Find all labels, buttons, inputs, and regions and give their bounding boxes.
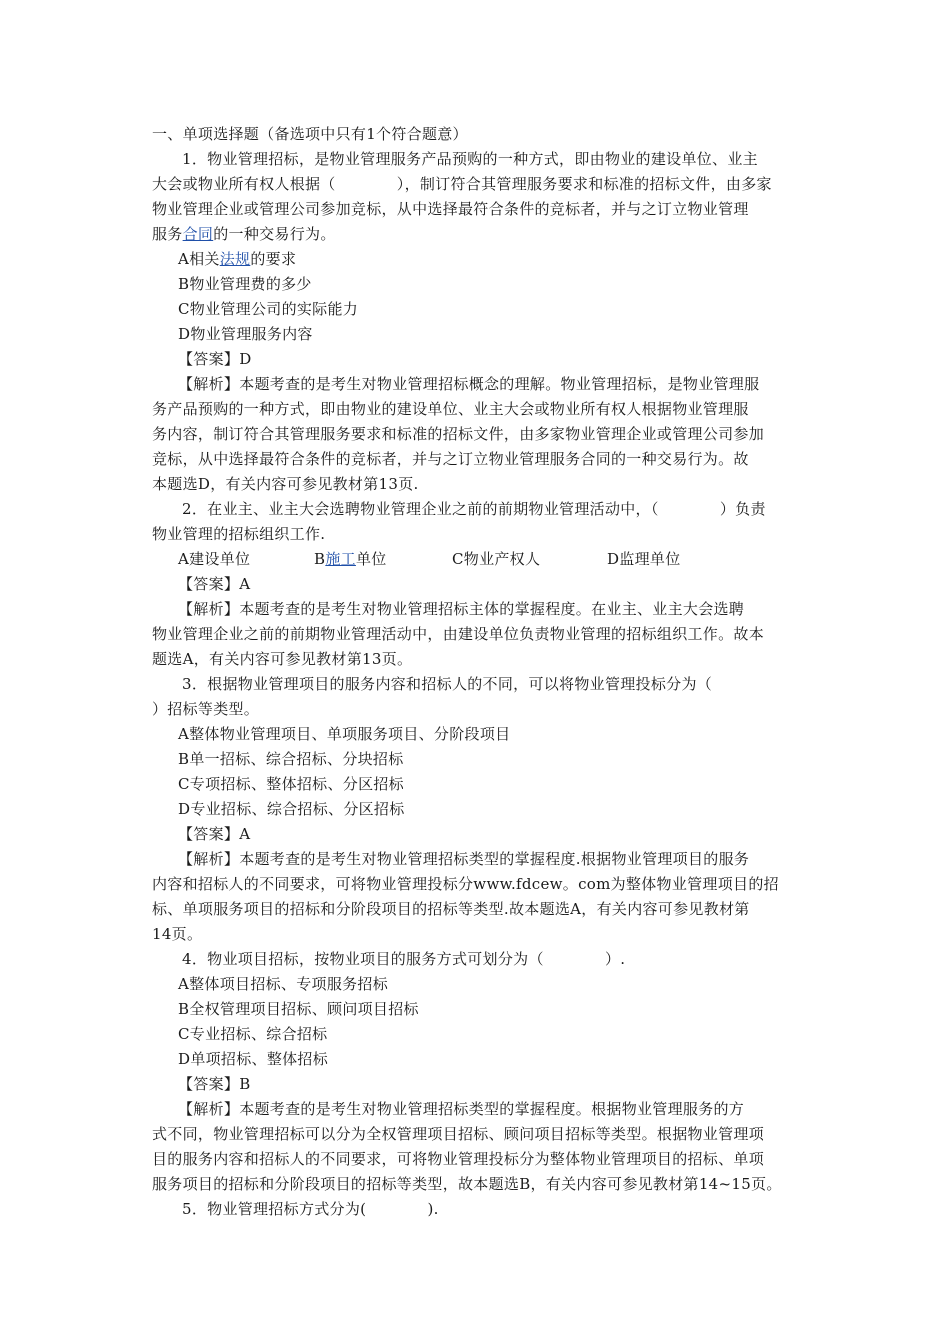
question-3-text: 3．根据物业管理项目的服务内容和招标人的不同，可以将物业管理投标分为（	[182, 675, 713, 693]
question-1-explanation: 务内容，制订符合其管理服务要求和标准的招标文件，由多家物业管理企业或管理公司参加	[152, 425, 765, 443]
text: 单位	[355, 550, 387, 568]
question-2-option-a: A建设单位	[178, 550, 251, 568]
question-4-option-a: A整体项目招标、专项服务招标	[178, 975, 389, 993]
question-4-explanation: 式不同，物业管理招标可以分为全权管理项目招标、顾问项目招标等类型。根据物业管理项	[152, 1125, 765, 1143]
question-3-text: ）招标等类型。	[152, 700, 260, 718]
question-3-option-c: C专项招标、整体招标、分区招标	[178, 775, 404, 793]
question-1-explanation: 【解析】本题考查的是考生对物业管理招标概念的理解。物业管理招标，是物业管理服	[178, 375, 760, 393]
question-3-option-b: B单一招标、综合招标、分块招标	[178, 750, 404, 768]
question-1-answer: 【答案】D	[178, 350, 252, 368]
question-2-explanation: 题选A，有关内容可参见教材第13页。	[152, 650, 413, 668]
question-2-options	[152, 547, 812, 572]
contract-link[interactable]: 合同	[182, 225, 214, 243]
question-3-explanation: 【解析】本题考查的是考生对物业管理招标类型的掌握程度.根据物业管理项目的服务	[178, 850, 750, 868]
question-3-option-a: A整体物业管理项目、单项服务项目、分阶段项目	[178, 725, 511, 743]
question-3-explanation: 标、单项服务项目的招标和分阶段项目的招标等类型.故本题选A，有关内容可参见教材第	[152, 900, 750, 918]
question-4-option-b: B全权管理项目招标、顾问项目招标	[178, 1000, 419, 1018]
question-1-option-a	[152, 247, 812, 272]
question-1-explanation: 本题选D，有关内容可参见教材第13页.	[152, 475, 419, 493]
question-4-explanation: 【解析】本题考查的是考生对物业管理招标类型的掌握程度。根据物业管理服务的方	[178, 1100, 745, 1118]
question-3-option-d: D专业招标、综合招标、分区招标	[178, 800, 405, 818]
question-1-text	[152, 222, 812, 247]
question-4-answer: 【答案】B	[178, 1075, 251, 1093]
question-2-explanation: 【解析】本题考查的是考生对物业管理招标主体的掌握程度。在业主、业主大会选聘	[178, 600, 745, 618]
question-1-option-c: C物业管理公司的实际能力	[178, 300, 359, 318]
question-1-explanation: 竞标，从中选择最符合条件的竞标者，并与之订立物业管理服务合同的一种交易行为。故	[152, 450, 749, 468]
question-1-text: 物业管理企业或管理公司参加竞标，从中选择最符合条件的竞标者，并与之订立物业管理	[152, 200, 749, 218]
question-1-option-b: B物业管理费的多少	[178, 275, 312, 293]
text: B	[314, 550, 326, 568]
question-4-explanation: 服务项目的招标和分阶段项目的招标等类型，故本题选B，有关内容可参见教材第14~15页。	[152, 1175, 782, 1193]
document-body	[152, 122, 812, 1222]
question-2-option-d: D监理单位	[607, 550, 681, 568]
question-1-text: 大会或物业所有权人根据（ ），制订符合其管理服务要求和标准的招标文件，由多家	[152, 175, 772, 193]
question-3-answer: 【答案】A	[178, 825, 251, 843]
question-1-option-d: D物业管理服务内容	[178, 325, 313, 343]
question-2-option-c: C物业产权人	[452, 550, 541, 568]
question-5-text: 5．物业管理招标方式分为( ).	[182, 1200, 439, 1218]
question-3-explanation: 14页。	[152, 925, 203, 943]
question-4-option-c: C专业招标、综合招标	[178, 1025, 328, 1043]
question-2-text: 2．在业主、业主大会选聘物业管理企业之前的前期物业管理活动中，（ ）负责	[182, 500, 766, 518]
question-4-explanation: 目的服务内容和招标人的不同要求，可将物业管理投标分为整体物业管理项目的招标、单项	[152, 1150, 765, 1168]
text: A相关	[178, 250, 220, 268]
question-3-explanation: 内容和招标人的不同要求，可将物业管理投标分www.fdcew。com为整体物业管理项目的招	[152, 875, 779, 893]
question-2-option-b	[314, 547, 387, 572]
question-4-option-d: D单项招标、整体招标	[178, 1050, 329, 1068]
question-4-text: 4．物业项目招标，按物业项目的服务方式可划分为（ ）.	[182, 950, 626, 968]
question-1-text: 1．物业管理招标，是物业管理服务产品预购的一种方式，即由物业的建设单位、业主	[182, 150, 758, 168]
question-2-answer: 【答案】A	[178, 575, 251, 593]
section-title: 一、单项选择题（备选项中只有1个符合题意）	[152, 125, 468, 143]
question-2-explanation: 物业管理企业之前的前期物业管理活动中，由建设单位负责物业管理的招标组织工作。故本	[152, 625, 765, 643]
regulation-link[interactable]: 法规	[219, 250, 251, 268]
construction-link[interactable]: 施工	[325, 550, 356, 568]
text: 服务	[152, 225, 183, 243]
question-2-text: 物业管理的招标组织工作.	[152, 525, 326, 543]
text: 的一种交易行为。	[213, 225, 336, 243]
question-1-explanation: 务产品预购的一种方式，即由物业的建设单位、业主大会或物业所有权人根据物业管理服	[152, 400, 749, 418]
text: 的要求	[250, 250, 297, 268]
